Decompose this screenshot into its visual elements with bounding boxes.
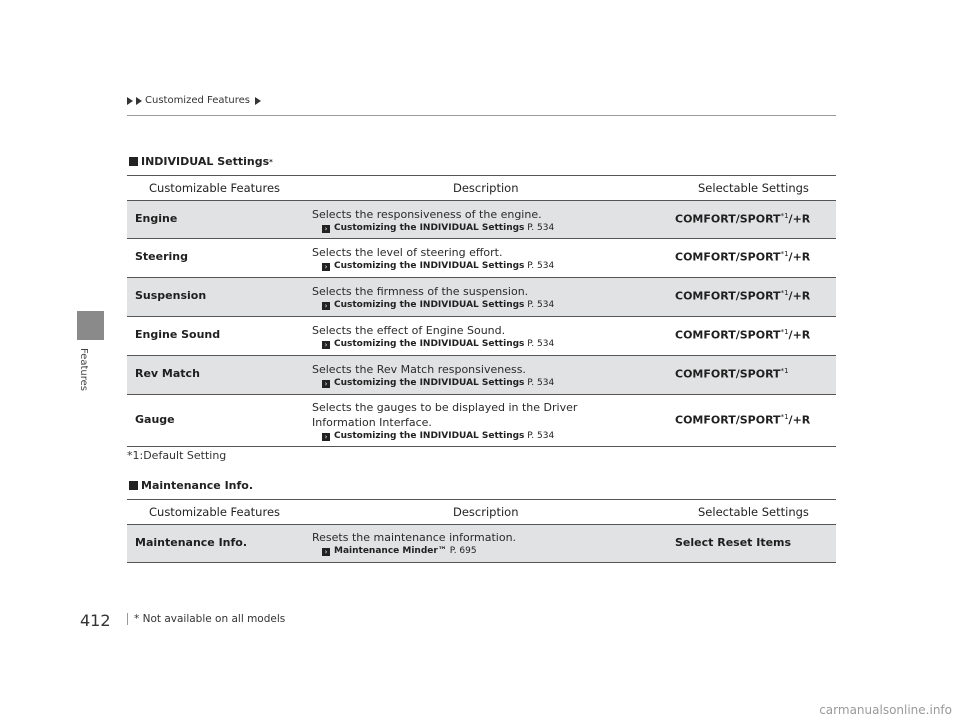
feature-description (312, 207, 642, 235)
setting-separator: / (735, 367, 740, 381)
header-features: Customizable Features (149, 181, 281, 195)
cross-reference-link[interactable] (322, 260, 642, 273)
reference-title[interactable]: Customizing the INDIVIDUAL Settings (334, 300, 525, 310)
header-description: Description (453, 181, 519, 195)
feature-name: Rev Match (135, 367, 200, 380)
setting-sport: SPORT (739, 328, 781, 342)
reference-title[interactable]: Customizing the INDIVIDUAL Settings (334, 339, 525, 349)
selectable-settings (675, 289, 810, 303)
setting-separator: / (735, 328, 740, 342)
feature-description (312, 400, 642, 443)
availability-mark: * (269, 157, 273, 166)
maintenance-table (127, 499, 836, 563)
setting-plus-r: +R (792, 250, 811, 264)
description-text: Selects the Rev Match responsiveness. (312, 363, 526, 376)
default-setting-note: *1:Default Setting (127, 449, 227, 462)
setting-separator: / (735, 250, 740, 264)
description-text: Selects the responsiveness of the engine. (312, 208, 542, 221)
setting-sport: SPORT (739, 367, 781, 381)
reference-page: P. 695 (446, 546, 477, 556)
reference-arrow-icon: › (322, 263, 330, 271)
table-row (127, 317, 836, 356)
individual-settings-table (127, 175, 836, 447)
reference-title[interactable]: Customizing the INDIVIDUAL Settings (334, 431, 525, 441)
setting-separator: / (788, 250, 793, 264)
setting-sport: SPORT (739, 289, 781, 303)
selectable-settings (675, 212, 810, 226)
setting-comfort: COMFORT (675, 289, 736, 303)
setting-separator: / (788, 413, 793, 427)
feature-name: Suspension (135, 289, 207, 302)
setting-comfort: COMFORT (675, 250, 736, 264)
header-settings: Selectable Settings (698, 181, 809, 195)
selectable-settings (675, 250, 810, 264)
reference-arrow-icon: › (322, 341, 330, 349)
setting-plus-r: +R (792, 212, 811, 226)
chapter-tab (77, 311, 104, 340)
feature-description (312, 245, 642, 273)
setting-plus-r: +R (792, 328, 811, 342)
setting-comfort: COMFORT (675, 367, 736, 381)
setting-comfort: COMFORT (675, 212, 736, 226)
chevron-right-icon (136, 97, 142, 105)
cross-reference-link[interactable] (322, 377, 642, 390)
setting-separator: / (788, 212, 793, 226)
table-row (127, 395, 836, 447)
reference-arrow-icon: › (322, 302, 330, 310)
table-row (127, 278, 836, 317)
description-text: Selects the effect of Engine Sound. (312, 324, 506, 337)
setting-sport: SPORT (739, 250, 781, 264)
setting-separator: / (788, 289, 793, 303)
setting-separator: / (735, 212, 740, 226)
feature-description (312, 323, 642, 351)
section-title-text: Maintenance Info. (141, 479, 254, 492)
footnote: * Not available on all models (127, 613, 285, 625)
default-mark: *1 (780, 211, 789, 220)
reference-title[interactable]: Maintenance Minder™ (334, 546, 447, 556)
chapter-label-text: Features (78, 348, 89, 391)
reference-arrow-icon: › (322, 548, 330, 556)
cross-reference-link[interactable] (322, 545, 642, 558)
setting-separator: / (735, 289, 740, 303)
square-bullet-icon (129, 157, 138, 166)
cross-reference-link[interactable] (322, 338, 642, 351)
setting-comfort: COMFORT (675, 328, 736, 342)
feature-name: Gauge (135, 412, 175, 426)
cross-reference-link[interactable] (322, 222, 642, 235)
table-row (127, 201, 836, 239)
reference-arrow-icon: › (322, 433, 330, 441)
header-features: Customizable Features (149, 505, 281, 519)
section-title-maintenance (129, 479, 253, 492)
feature-name: Maintenance Info. (135, 535, 248, 549)
reference-page: P. 534 (524, 300, 555, 310)
description-text: Selects the level of steering effort. (312, 246, 503, 259)
cross-reference-link[interactable] (322, 299, 642, 312)
reference-title[interactable]: Customizing the INDIVIDUAL Settings (334, 378, 525, 388)
selectable-settings (675, 328, 810, 342)
feature-description (312, 530, 642, 558)
selectable-settings: Select Reset Items (675, 535, 792, 549)
default-mark: *1 (780, 250, 789, 258)
cross-reference-link[interactable] (322, 430, 642, 443)
description-text: Resets the maintenance information. (312, 531, 517, 544)
description-text: Selects the gauges to be displayed in the Driver Information Interface. (312, 401, 578, 429)
reference-page: P. 534 (524, 339, 555, 349)
setting-separator: / (735, 413, 740, 427)
breadcrumb[interactable] (127, 95, 262, 106)
default-mark: *1 (780, 367, 789, 375)
feature-name: Engine (135, 211, 178, 225)
reference-page: P. 534 (524, 261, 555, 271)
table-row (127, 525, 836, 563)
page-number: 412 (80, 611, 111, 630)
table-body (127, 525, 836, 563)
reference-page: P. 534 (524, 431, 555, 441)
reference-arrow-icon: › (322, 225, 330, 233)
feature-name: Engine Sound (135, 328, 221, 341)
chapter-label (78, 342, 98, 402)
default-mark: *1 (780, 328, 789, 336)
selectable-settings (675, 413, 810, 427)
reference-page: P. 534 (524, 378, 555, 388)
default-mark: *1 (780, 412, 789, 421)
header-divider (127, 115, 836, 116)
setting-separator: / (788, 328, 793, 342)
section-title-individual (129, 155, 273, 168)
feature-description (312, 284, 642, 312)
section-title-text: INDIVIDUAL Settings (141, 155, 270, 168)
square-bullet-icon (129, 481, 138, 490)
table-header (127, 499, 836, 525)
header-description: Description (453, 505, 519, 519)
description-text: Selects the firmness of the suspension. (312, 285, 529, 298)
table-body (127, 201, 836, 447)
reference-title[interactable]: Customizing the INDIVIDUAL Settings (334, 223, 525, 233)
setting-sport: SPORT (739, 212, 781, 226)
chevron-right-icon (255, 97, 261, 105)
setting-plus-r: +R (792, 289, 811, 303)
header-settings: Selectable Settings (698, 505, 809, 519)
reference-arrow-icon: › (322, 380, 330, 388)
breadcrumb-label[interactable]: Customized Features (145, 95, 251, 106)
setting-plus-r: +R (792, 413, 811, 427)
table-row (127, 356, 836, 395)
setting-sport: SPORT (739, 413, 781, 427)
feature-description (312, 362, 642, 390)
reference-page: P. 534 (524, 223, 555, 233)
setting-comfort: COMFORT (675, 413, 736, 427)
watermark: carmanualsonline.info (819, 703, 952, 717)
default-mark: *1 (780, 289, 789, 297)
reference-title[interactable]: Customizing the INDIVIDUAL Settings (334, 261, 525, 271)
chevron-right-icon (127, 97, 133, 105)
table-header (127, 175, 836, 201)
table-row (127, 239, 836, 278)
selectable-settings (675, 367, 789, 381)
feature-name: Steering (135, 250, 189, 263)
